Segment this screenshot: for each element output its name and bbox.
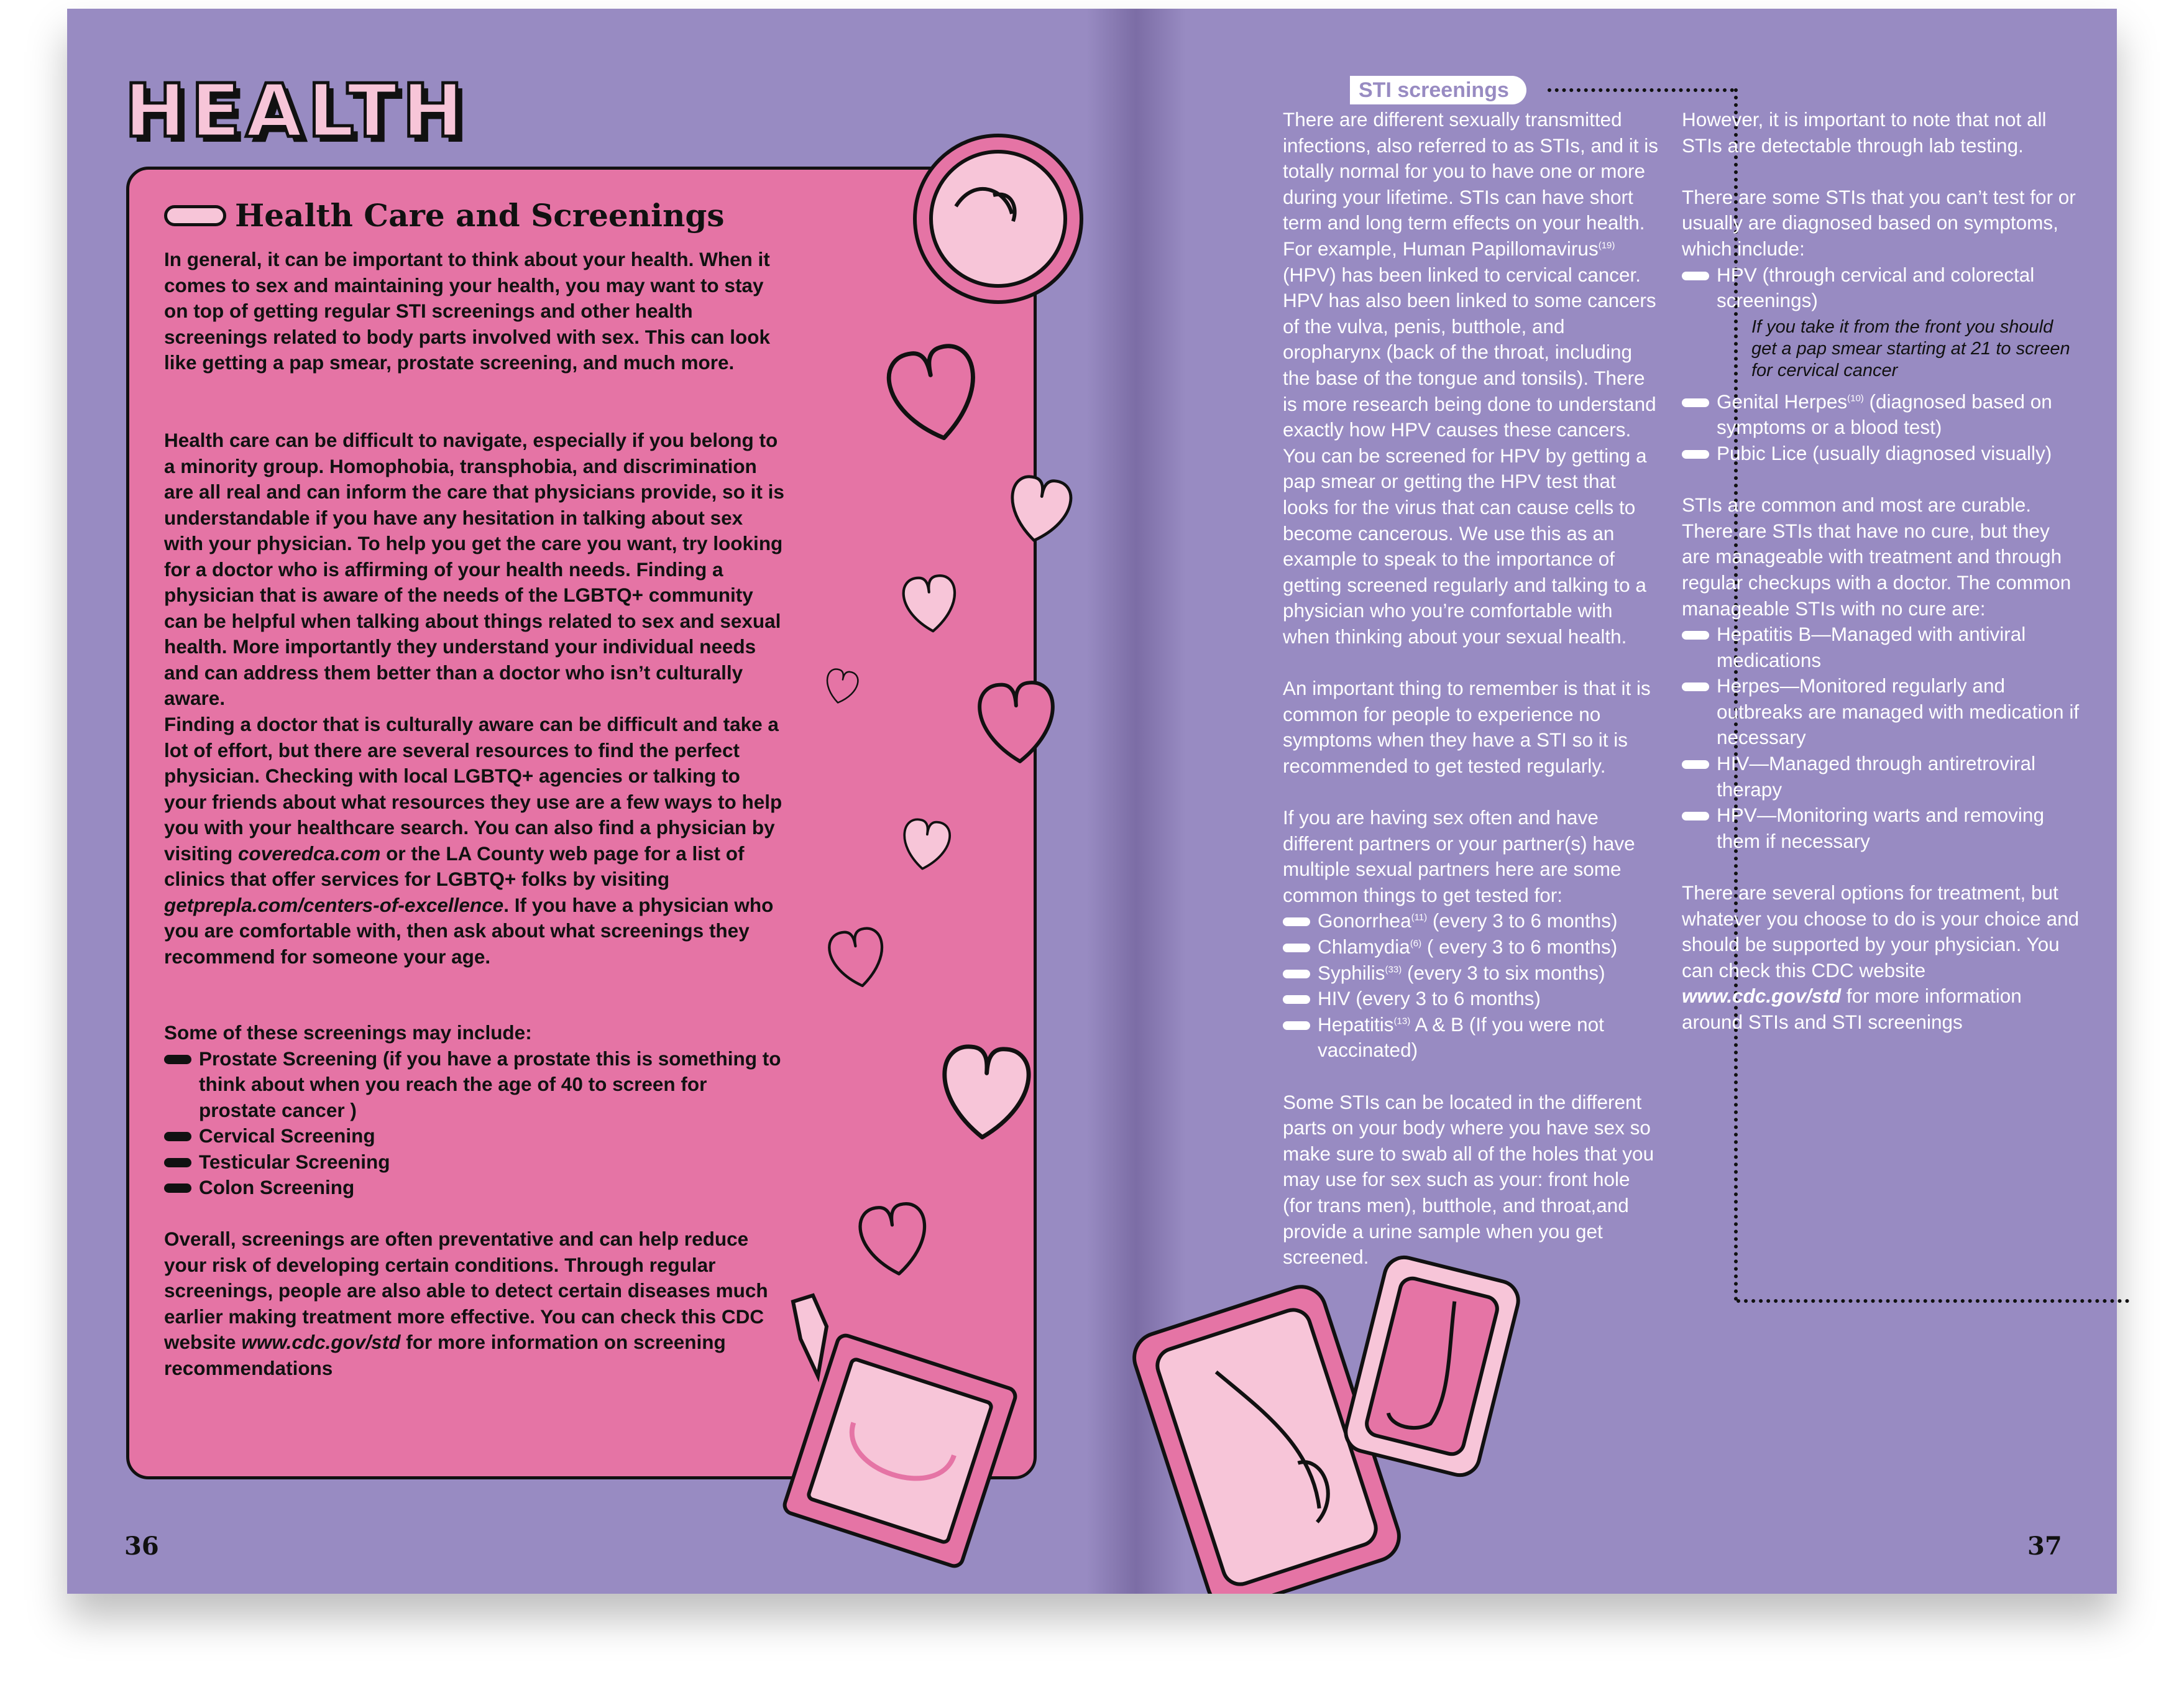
getprepla-link[interactable]: getprepla.com/centers-of-excellence [164, 893, 504, 916]
heart-icon [827, 926, 888, 991]
navigation-paragraph: Health care can be difficult to navigate, especially if you belong to a minority group. Homophobia, transphobia, and discrimination are all real and can inform the care that physicians provide, so it is understandable if you have any hesitation in talking about sex with your physician. To help you get the care you want, try looking for a doctor who is affirming of your health needs. Finding a physician that is aware of the needs of the LGBTQ+ community can be helpful when talking about things related to sex and sexual health. More importantly they understand your individual needs and can address them better than a doctor who isn’t culturally aware. [164, 429, 784, 709]
list-item: HPV—Monitoring warts and removing them if necessary [1682, 802, 2080, 854]
magazine-spread [67, 9, 2117, 1594]
screenings-intro: Some of these screenings may include: [164, 1021, 532, 1044]
treatment-text-b: for more information around STIs and STI screenings [1682, 985, 2022, 1033]
heart-icon [978, 681, 1057, 764]
intro-paragraph: In general, it can be important to think about your health. When it comes to sex and maintaining your health, you may want to stay on top of getting regular STI screenings and other health screenings related to body parts involved with sex. This can look like getting a pap smear, prostate screening, and much more. [164, 248, 771, 374]
cdc-link[interactable]: www.cdc.gov/std [1682, 985, 1842, 1008]
curable-paragraph: STIs are common and most are curable. There are STIs that have no cure, but they are manageable with treatment and through regular checkups with a doctor. The common manageable STIs with no cure are: [1682, 494, 2072, 620]
test-name: HIV (every 3 to 6 months) [1318, 987, 1541, 1010]
test-detail: ( every 3 to 6 months) [1421, 935, 1618, 958]
heart-icon [900, 818, 952, 872]
page-number-left: 36 [124, 1532, 159, 1561]
wrapper-torn-piece-icon [793, 1295, 827, 1376]
symptoms-paragraph: An important thing to remember is that it is common for people to experience no symptoms when they have a STI so it is recommended to get tested regularly. [1283, 677, 1651, 777]
test-name: Gonorrhea [1318, 909, 1411, 932]
resources-text-c: . If you have a physician who you are comfortable with, then ask about what screenings they recommend for someone your age. [164, 893, 774, 968]
foot-card-icon [1342, 1253, 1523, 1479]
test-detail: (every 3 to 6 months) [1427, 909, 1618, 932]
pap-smear-note: If you take it from the front you should get a pap smear starting at 21 to screen for cervical cancer [1751, 316, 2070, 380]
list-item: Prostate Screening (if you have a prostate this is something to think about when you reach the age of 40 to screen for prostate cancer ) [164, 1046, 786, 1124]
coveredca-link[interactable]: coveredca.com [238, 842, 381, 865]
citation: (13) [1393, 1016, 1411, 1027]
heart-icon [884, 342, 985, 447]
heart-icon [858, 1202, 931, 1279]
list-item: Cervical Screening [164, 1123, 786, 1149]
item-detail: (diagnosed based on symptoms or a blood test) [1717, 390, 2052, 439]
list-item: HPV (through cervical and colorectal screenings) [1682, 262, 2080, 314]
test-detail: (every 3 to six months) [1402, 961, 1605, 984]
list-item: Pubic Lice (usually diagnosed visually) [1682, 441, 2080, 467]
cdc-link[interactable]: www.cdc.gov/std [241, 1331, 401, 1353]
tests-intro: If you are having sex often and have different partners or your partner(s) have multiple sexual partners here are some common things to get tested for: [1283, 806, 1635, 906]
sti-screenings-tag: STI screenings [1350, 76, 1526, 104]
overall-text-b: for more information on screening recommendations [164, 1331, 726, 1379]
resources-text-b: or the LA County web page for a list of clinics that offer services for LGBTQ+ folks by visiting [164, 842, 745, 890]
heart-icon [1005, 474, 1073, 546]
section-title: Health Care and Screenings [235, 197, 725, 234]
illustrations [67, 9, 2117, 1594]
heart-icon [940, 1045, 1030, 1140]
page-title: HEALTH [124, 68, 469, 154]
citation: (6) [1410, 938, 1422, 949]
citation: (11) [1411, 912, 1428, 923]
heart-icon [902, 574, 958, 634]
list-item: HIV—Managed through antiretroviral therapy [1682, 751, 2080, 802]
citation: (33) [1385, 964, 1402, 975]
treatment-text-a: There are several options for treatment, but whatever you choose to do is your choice and should be supported by your physician. You can check this CDC website [1682, 881, 2080, 981]
test-name: Chlamydia [1318, 935, 1410, 958]
item-name: Genital Herpes [1717, 390, 1848, 413]
list-item: Colon Screening [164, 1175, 786, 1201]
hpv-text-b: (HPV) has been linked to cervical cancer. HPV has also been linked to some cancers of the vulva, penis, butthole, and oropharynx (back of the throat, including the base of the tongue and tonsils). There is more research being done to understand exactly how HPV causes these cancers. You can be screened for HPV by getting a pap smear or getting the HPV test that looks for the virus that can cause cells to become cancerous. We use this as an example to speak to the importance of getting screened regularly and talking to a physician who you’re comfortable with when thinking about your sexual health. [1283, 263, 1656, 648]
overall-text-a: Overall, screenings are often preventative and can help reduce your risk of developing certain conditions. Through regular screenings, people are also able to detect certain diseases much earlier making treatment more effective. You can check this CDC website [164, 1228, 768, 1353]
list-item: Testicular Screening [164, 1149, 786, 1175]
test-detail: A & B (If you were not vaccinated) [1318, 1013, 1604, 1062]
hpv-text-a: There are different sexually transmitted infections, also referred to as STIs, and it is totally normal for you to have one or more during your lifetime. STIs can have short term and long term effects on your health. For example, Human Papillomavirus [1283, 108, 1659, 260]
symptom-intro: There are some STIs that you can’t test for or usually are diagnosed based on symptoms, which include: [1682, 185, 2076, 260]
list-item: Herpes—Monitored regularly and outbreaks are managed with medication if necessary [1682, 673, 2080, 751]
condom-ring-icon [915, 136, 1081, 302]
page-number-right: 37 [2027, 1532, 2062, 1561]
citation: (10) [1847, 393, 1864, 404]
citation: (19) [1598, 240, 1615, 251]
detectable-paragraph: However, it is important to note that not all STIs are detectable through lab testing. [1682, 108, 2047, 157]
list-item: Hepatitis B—Managed with antiviral medications [1682, 622, 2080, 673]
heart-icon [823, 668, 860, 706]
swab-paragraph: Some STIs can be located in the different parts on your body where you have sex so make sure to swab all of the holes that you may use for sex such as your: front hole (for trans men), butthole, and throat,and provide a urine sample when you get screened. [1283, 1090, 1654, 1269]
test-name: Syphilis [1318, 961, 1385, 984]
resources-text-a: Finding a doctor that is culturally aware can be difficult and take a lot of effort, but there are several resources to find the perfect physician. Checking with local LGBTQ+ agencies or talking to your friends about what resources they use are a few ways to help you with your healthcare search. You can also find a physician by visiting [164, 713, 782, 865]
test-name: Hepatitis [1318, 1013, 1394, 1036]
